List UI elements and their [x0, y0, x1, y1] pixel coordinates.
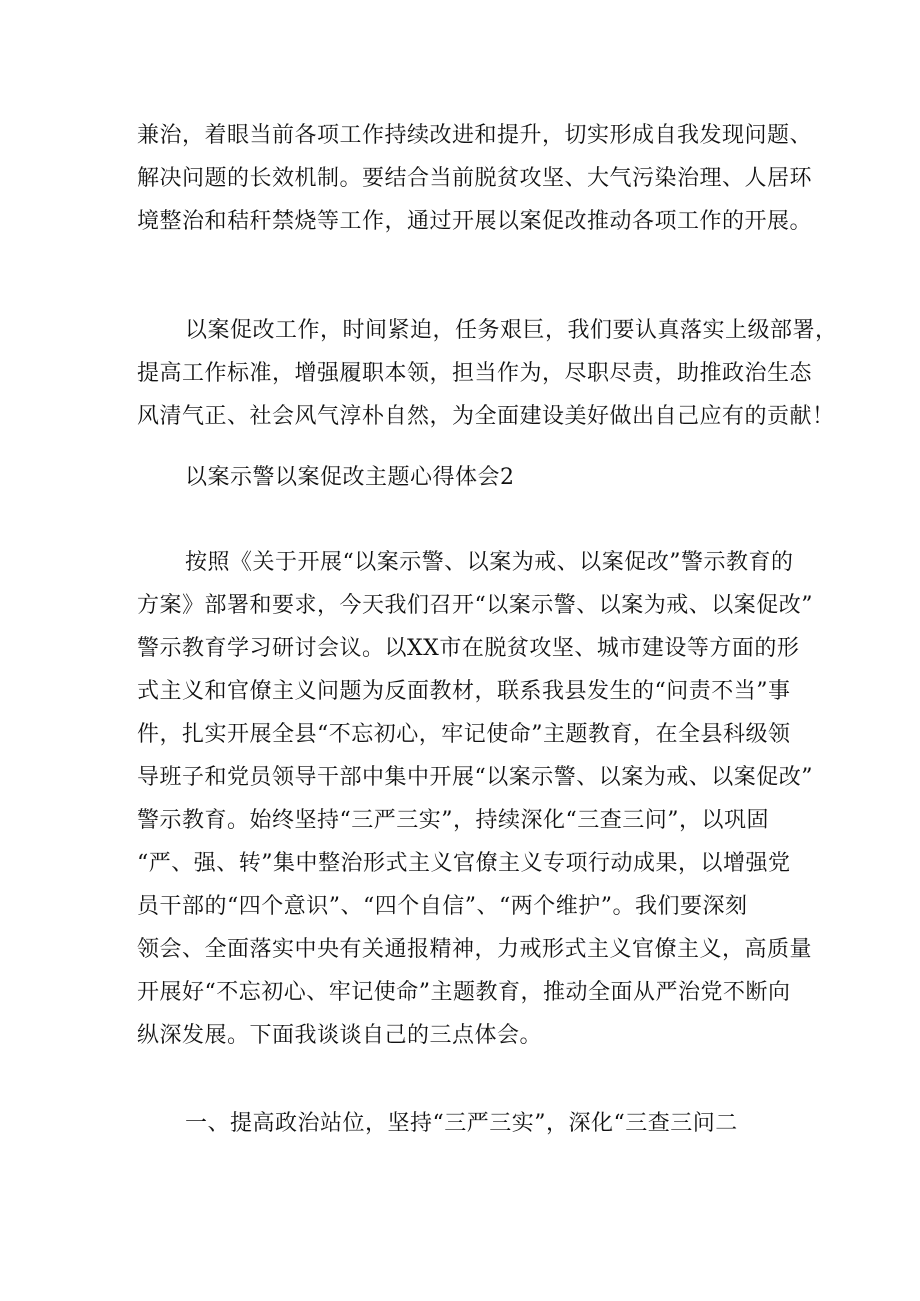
text-line: 以案促改工作，时间紧迫，任务艰巨，我们要认真落实上级部署，	[185, 318, 838, 343]
heading-text: 以案示警以案促改主题心得体会2	[185, 465, 515, 490]
text-line: 解决问题的长效机制。要结合当前脱贫攻坚、大气污染治理、人居环	[137, 166, 813, 191]
text-line: 员干部的“四个意识”、“四个自信”、“两个维护”。我们要深刻	[137, 894, 748, 919]
text-line: 境整治和秸秆禁烧等工作，通过开展以案促改推动各项工作的开展。	[137, 209, 813, 234]
text-line: 式主义和官僚主义问题为反面教材，联系我县发生的“问责不当”事	[137, 679, 791, 704]
text-line: 风清气正、社会风气淳朴自然，为全面建设美好做出自己应有的贡献！	[137, 404, 835, 429]
text-line: 按照《关于开展“以案示警、以案为戒、以案促改”警示教育的	[185, 550, 794, 575]
text-line: 兼治，着眼当前各项工作持续改进和提升，切实形成自我发现问题、	[137, 123, 813, 148]
text-line: 警示教育。始终坚持“三严三实”，持续深化“三查三问”，以巩固	[137, 808, 769, 833]
text-line: 提高工作标准，增强履职本领，担当作为，尽职尽责，助推政治生态	[137, 361, 813, 386]
text-line: 开展好“不忘初心、牢记使命”主题教育，推动全面从严治党不断向	[137, 980, 791, 1005]
text-line: 领会、全面落实中央有关通报精神，力戒形式主义官僚主义，高质量	[137, 937, 813, 962]
text-line: 件，扎实开展全县“不忘初心，牢记使命”主题教育，在全县科级领	[137, 722, 791, 747]
text-line: 警示教育学习研讨会议。以XX市在脱贫攻坚、城市建设等方面的形	[137, 636, 800, 661]
text-line: “严、强、转”集中整治形式主义官僚主义专项行动成果，以增强党	[137, 851, 791, 876]
text-line: 导班子和党员领导干部中集中开展“以案示警、以案为戒、以案促改”	[137, 765, 813, 790]
text-line: 纵深发展。下面我谈谈自己的三点体会。	[137, 1023, 543, 1048]
text-line: 方案》部署和要求，今天我们召开“以案示警、以案为戒、以案促改”	[137, 593, 813, 618]
subheading-text: 一、提高政治站位，坚持“三严三实”，深化“三查三问二	[185, 1111, 738, 1136]
